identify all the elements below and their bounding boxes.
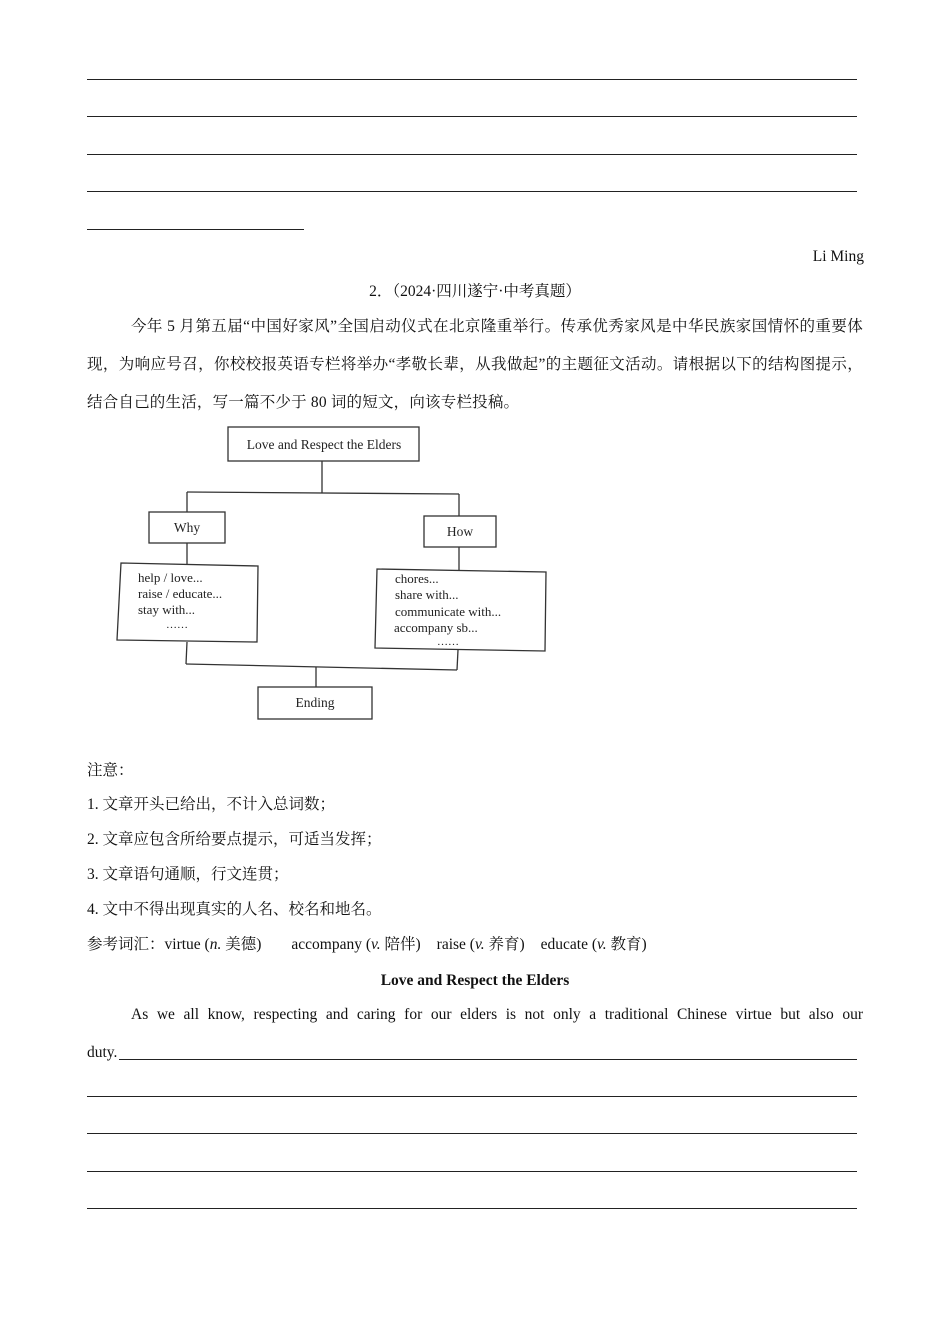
how-item: accompany sb... (394, 620, 478, 635)
note-item: 2. 文章应包含所给要点提示，可适当发挥； (87, 831, 382, 848)
answer-line-short (87, 229, 304, 230)
answer-line (87, 79, 857, 80)
how-item: communicate with... (395, 604, 502, 619)
how-item: share with... (395, 587, 459, 602)
answer-line (87, 116, 857, 117)
why-item: raise / educate... (138, 586, 223, 601)
why-label: Why (173, 520, 201, 535)
note-item: 4. 文中不得出现真实的人名、校名和地名。 (87, 901, 382, 918)
ending-label: Ending (295, 695, 335, 710)
how-item: …… (437, 636, 459, 648)
structure-diagram (0, 420, 950, 740)
answer-line (87, 1171, 857, 1172)
why-item: stay with... (138, 602, 196, 617)
answer-line (119, 1059, 857, 1060)
note-item: 1. 文章开头已给出，不计入总词数； (87, 796, 336, 813)
answer-line (87, 1096, 857, 1097)
signature: Li Ming (812, 248, 864, 265)
answer-line (87, 154, 857, 155)
why-item: …… (166, 619, 188, 631)
how-label: How (446, 524, 474, 539)
how-item: chores... (395, 571, 439, 586)
diagram-title: Love and Respect the Elders (246, 437, 402, 452)
vocab-label: 参考词汇： (87, 936, 165, 953)
reference-vocab: 参考词汇：virtue (n. 美德) accompany (v. 陪伴) raise (v. 养育) educate (v. 教育) (87, 936, 647, 953)
notes-heading: 注意： (87, 762, 134, 779)
essay-opening-end: duty. (87, 1044, 118, 1061)
essay-title: Love and Respect the Elders (380, 972, 570, 989)
why-item: help / love... (138, 570, 203, 585)
answer-line (87, 1208, 857, 1209)
question-prompt: 今年 5 月第五届“中国好家风”全国启动仪式在北京隆重举行。传承优秀家风是中华民族家国情怀的重要体现，为响应号召，你校校报英语专栏将举办“孝敬长辈，从我做起”的主题征文活动。请根据以下的结构图提示，结合自己的生活，写一篇不少于 80 词的短文，向该专栏投稿。 (87, 318, 863, 411)
note-item: 3. 文章语句通顺，行文连贯； (87, 866, 289, 883)
answer-line (87, 191, 857, 192)
answer-line (87, 1133, 857, 1134)
question-header (0, 282, 950, 302)
question-source: （2024·四川遂宁·中考真题） (392, 283, 581, 300)
essay-opening: As we all know, respecting and caring for our elders is not only a traditional Chinese virtue but also our (131, 1006, 863, 1023)
question-number: 2． (369, 283, 393, 300)
